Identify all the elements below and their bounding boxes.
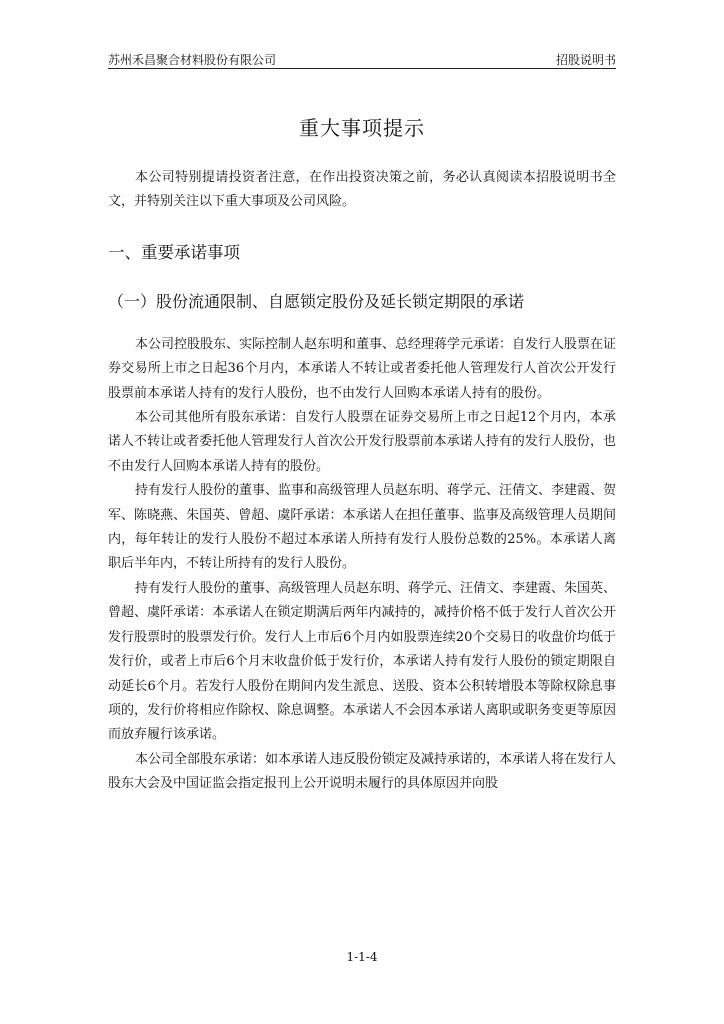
paragraph-directors-executives: 持有发行人股份的董事、高级管理人员赵东明、蒋学元、汪倩文、李建霞、朱国英、曾超、虞阡承诺：本承诺人在锁定期满后两年内减持的，减持价格不低于发行人首次公开发行股票时的股票发行价。发行人上市后6个月内如股票连续20个交易日的收盘价均低于发行价，或者上市后6个月末收盘价低于发行价，本承诺人持有发行人股份的锁定期限自动延长6个月。若发行人股份在期间内发生派息、送股、资本公积转增股本等除权除息事项的，发行价将相应作除权、除息调整。本承诺人不会因本承诺人离职或职务变更等原因而放弃履行该承诺。 — [108, 580, 617, 743]
page-title: 重大事项提示 — [299, 116, 425, 140]
header-company-name: 苏州禾昌聚合材料股份有限公司 — [108, 53, 277, 67]
document-body — [108, 166, 616, 797]
intro-paragraph: 本公司特别提请投资者注意，在作出投资决策之前，务必认真阅读本招股说明书全文，并特别关注以下重大事项及公司风险。 — [108, 170, 616, 210]
header-document-type: 招股说明书 — [555, 53, 616, 67]
paragraph-other-shareholders: 本公司其他所有股东承诺：自发行人股票在证券交易所上市之日起12个月内，本承诺人不转让或者委托他人管理发行人首次公开发行股票前本承诺人持有的发行人股份，也不由发行人回购本承诺人持有的股份。 — [108, 410, 616, 474]
page-header — [108, 52, 616, 69]
page-number: 1-1-4 — [346, 950, 378, 964]
section-heading-important-commitments: 一、重要承诺事项 — [108, 242, 240, 262]
subsection-heading-share-lockup: （一）股份流通限制、自愿锁定股份及延长锁定期限的承诺 — [108, 291, 525, 311]
paragraph-controlling-shareholder: 本公司控股股东、实际控制人赵东明和董事、总经理蒋学元承诺：自发行人股票在证券交易所上市之日起36个月内，本承诺人不转让或者委托他人管理发行人首次公开发行股票前本承诺人持有的发行人股份，也不由发行人回购本承诺人持有的股份。 — [108, 336, 617, 401]
paragraph-directors-supervisors: 持有发行人股份的董事、监事和高级管理人员赵东明、蒋学元、汪倩文、李建霞、贺军、陈晓燕、朱国英、曾超、虞阡承诺：本承诺人在担任董事、监事及高级管理人员期间内，每年转让的发行人股份不超过本承诺人所持有发行人股份总数的25%。本承诺人离职后半年内，不转让所持有的发行人股份。 — [108, 483, 617, 572]
paragraph-all-shareholders: 本公司全部股东承诺：如本承诺人违反股份锁定及减持承诺的，本承诺人将在发行人股东大会及中国证监会指定报刊上公开说明未履行的具体原因并向股 — [108, 751, 617, 792]
